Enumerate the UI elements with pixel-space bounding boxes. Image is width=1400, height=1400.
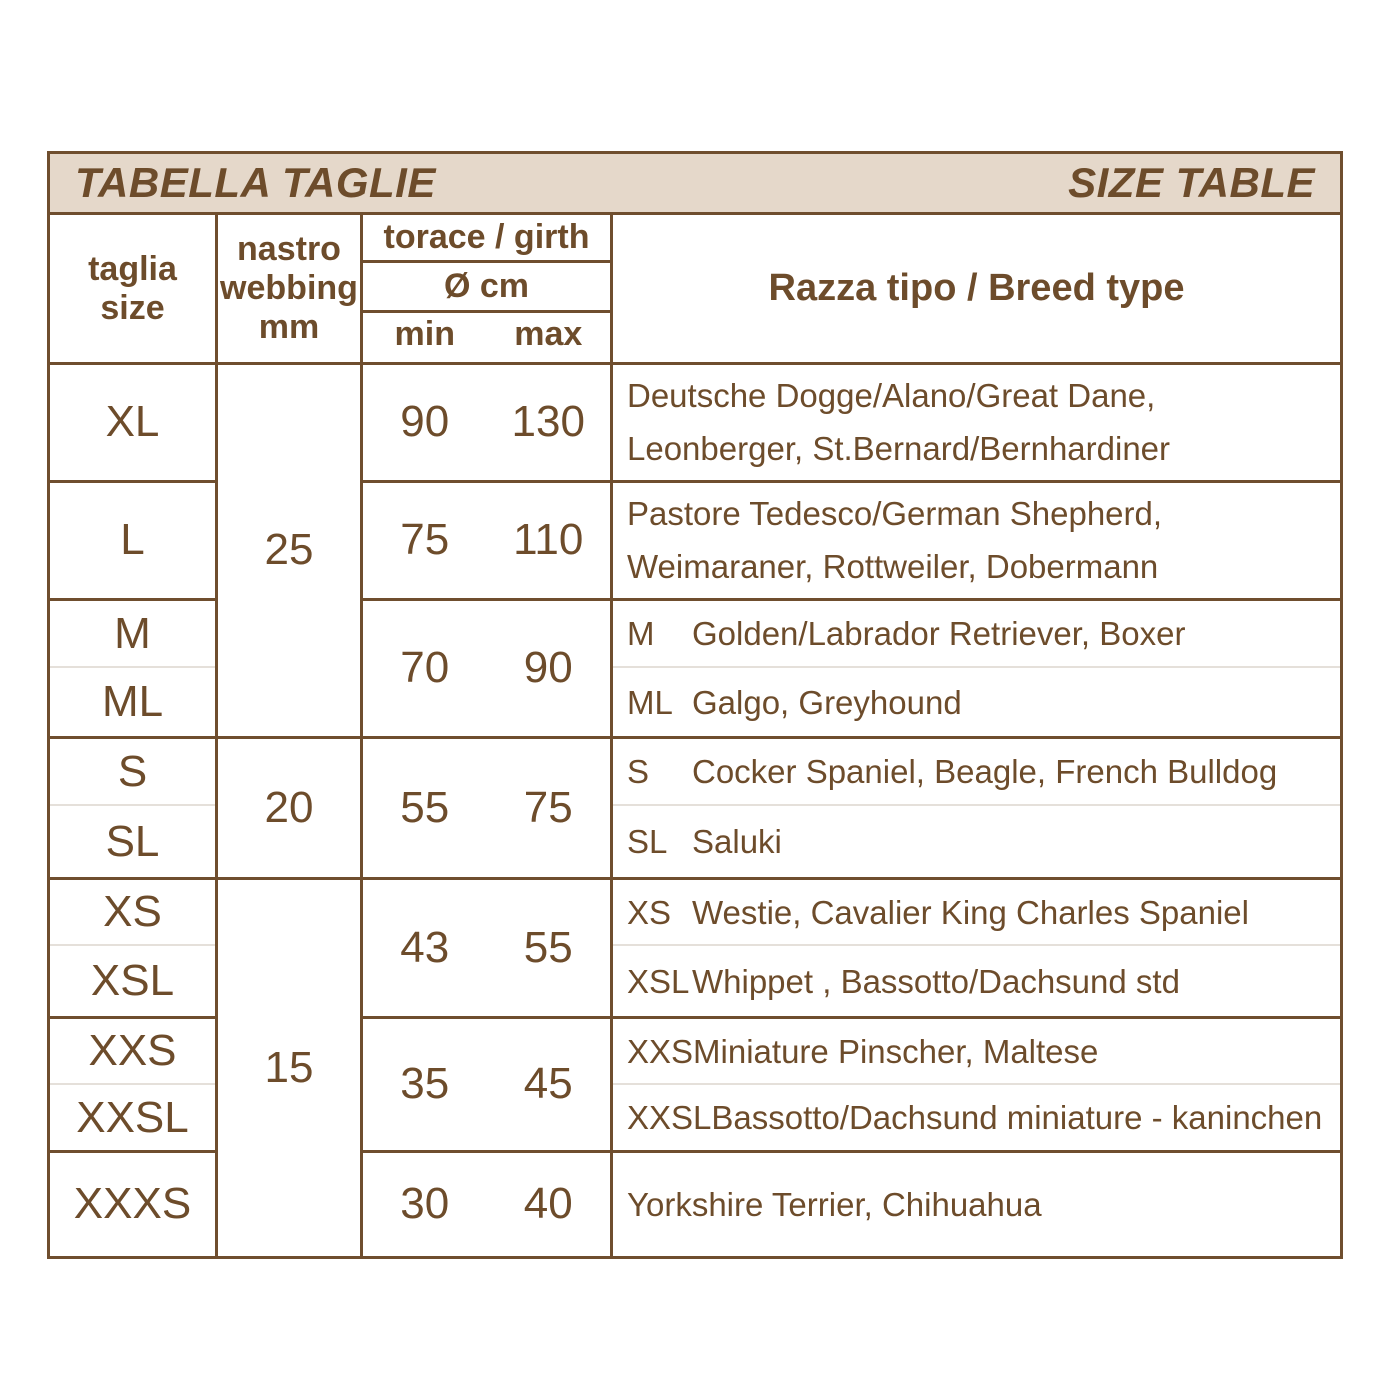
breed-ml-text: Galgo, Greyhound: [692, 683, 962, 721]
breed-ml-label: ML: [627, 683, 673, 721]
breed-xxs-text: Miniature Pinscher, Maltese: [693, 1032, 1099, 1070]
size-xxxs: XXXS: [49, 1151, 217, 1257]
girth-xl-max: 130: [511, 397, 585, 447]
breed-xxsl-text: Bassotto/Dachsund miniature - kaninchen: [711, 1099, 1323, 1137]
header-webbing: [217, 214, 362, 364]
title-bar: [50, 159, 1340, 207]
webbing-20: 20: [217, 737, 362, 878]
title-cell: [49, 153, 1342, 214]
breed-s-text: Cocker Spaniel, Beagle, French Bulldog: [692, 753, 1278, 791]
girth-l: [362, 481, 612, 599]
girth-xxs-xxsl: [362, 1017, 612, 1151]
row-xl: [49, 364, 1342, 482]
girth-m-min: 70: [400, 643, 450, 693]
header-breed: Razza tipo / Breed type: [612, 214, 1342, 364]
girth-m-max: 90: [523, 643, 573, 693]
breed-m-text: Golden/Labrador Retriever, Boxer: [692, 615, 1186, 653]
breed-xxsl: [612, 1084, 1342, 1151]
size-l: L: [49, 481, 217, 599]
breed-xl: [612, 364, 1342, 482]
breed-xxs: [612, 1017, 1342, 1084]
breed-s: [612, 737, 1342, 805]
header-size: [49, 214, 217, 364]
header-size-line1: taglia: [88, 249, 177, 288]
girth-xxs-min: 35: [400, 1059, 450, 1109]
title-right: SIZE TABLE: [1068, 159, 1315, 206]
breed-xxsl-label: XXSL: [627, 1099, 712, 1137]
breed-xl-line2: Leonberger, St.Bernard/Bernhardiner: [627, 430, 1171, 468]
size-xl: XL: [49, 364, 217, 482]
breed-xsl: [612, 945, 1342, 1017]
header-webbing-line1: nastro: [237, 230, 341, 269]
girth-xs-xsl: [362, 878, 612, 1017]
webbing-15: 15: [217, 878, 362, 1257]
girth-s-max: 75: [523, 782, 573, 832]
webbing-25: 25: [217, 364, 362, 738]
header-max: max: [514, 315, 583, 354]
size-table: [47, 151, 1343, 1259]
breed-sl-text: Saluki: [692, 823, 782, 861]
breed-xs-label: XS: [627, 893, 672, 931]
girth-xxxs-min: 30: [400, 1179, 450, 1229]
title-left: TABELLA TAGLIE: [75, 159, 436, 206]
girth-xl-min: 90: [400, 397, 450, 447]
breed-xsl-label: XSL: [627, 962, 690, 1000]
size-s: S: [49, 737, 217, 805]
breed-sl-label: SL: [627, 823, 668, 861]
breed-xs-text: Westie, Cavalier King Charles Spaniel: [692, 893, 1249, 931]
breed-m-label: M: [627, 615, 655, 653]
header-row: [49, 214, 1342, 364]
breed-sl: [612, 805, 1342, 878]
breed-xsl-text: Whippet , Bassotto/Dachsund std: [692, 962, 1180, 1000]
girth-xxxs: [362, 1151, 612, 1257]
girth-l-max: 110: [513, 515, 584, 565]
breed-ml: [612, 667, 1342, 737]
girth-xs-max: 55: [523, 922, 573, 972]
row-xs: [49, 878, 1342, 945]
breed-m: [612, 599, 1342, 667]
header-girth-diameter: Ø cm: [363, 263, 610, 313]
breed-s-label: S: [627, 753, 650, 791]
breed-xxs-label: XXS: [627, 1032, 694, 1070]
title-row: [49, 153, 1342, 214]
header-girth-title: torace / girth: [363, 215, 610, 263]
girth-xxs-max: 45: [523, 1059, 573, 1109]
row-s: [49, 737, 1342, 805]
header-min-max: [363, 313, 610, 356]
girth-xxxs-max: 40: [523, 1179, 573, 1229]
breed-xxxs: Yorkshire Terrier, Chihuahua: [612, 1151, 1342, 1257]
breed-l-line1: Pastore Tedesco/German Shepherd,: [627, 494, 1163, 532]
breed-xs: [612, 878, 1342, 945]
header-girth: [362, 214, 612, 364]
size-ml: ML: [49, 667, 217, 737]
breed-l-line2: Weimaraner, Rottweiler, Dobermann: [627, 548, 1159, 586]
breed-l: [612, 481, 1342, 599]
header-webbing-line3: mm: [258, 307, 320, 346]
header-size-line2: size: [100, 288, 165, 327]
girth-xs-min: 43: [400, 922, 450, 972]
size-sl: SL: [49, 805, 217, 878]
size-xsl: XSL: [49, 945, 217, 1017]
girth-l-min: 75: [400, 515, 450, 565]
size-m: M: [49, 599, 217, 667]
size-xs: XS: [49, 878, 217, 945]
size-xxsl: XXSL: [49, 1084, 217, 1151]
header-min: min: [394, 315, 455, 354]
girth-s-min: 55: [400, 782, 450, 832]
header-webbing-line2: webbing: [220, 269, 358, 308]
girth-m-ml: [362, 599, 612, 737]
size-xxs: XXS: [49, 1017, 217, 1084]
girth-s-sl: [362, 737, 612, 878]
girth-xl: [362, 364, 612, 482]
breed-xl-line1: Deutsche Dogge/Alano/Great Dane,: [627, 377, 1156, 414]
